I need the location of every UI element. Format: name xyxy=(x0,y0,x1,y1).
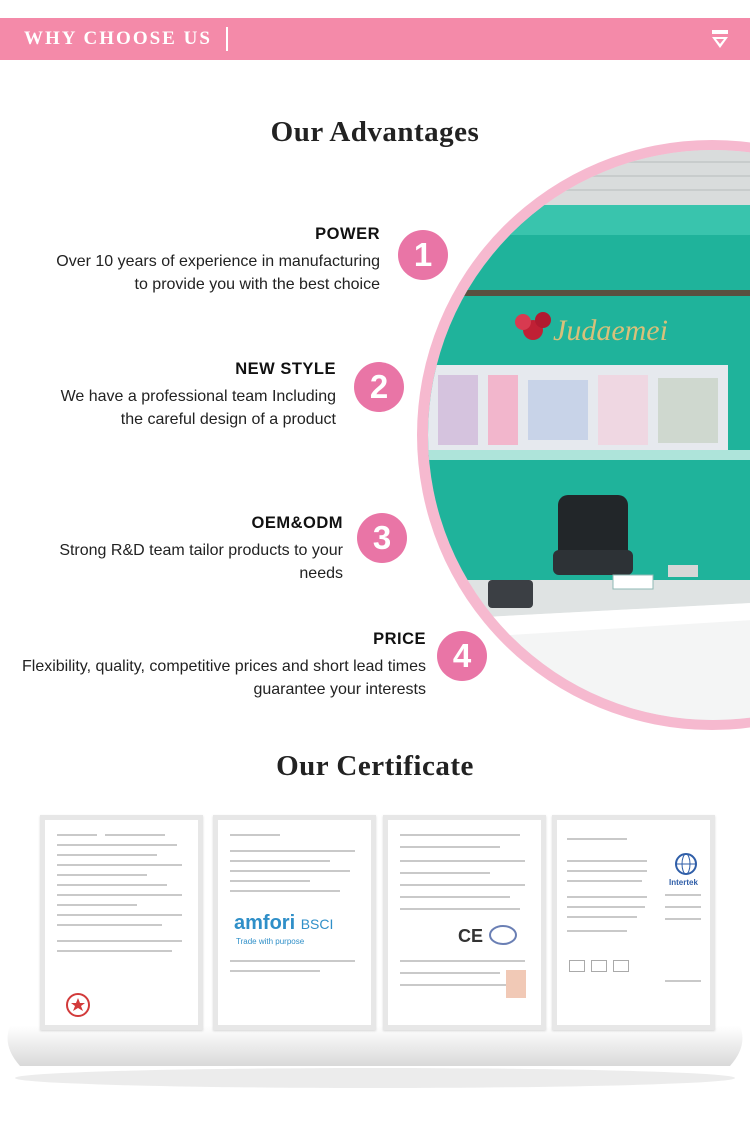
stamp-mark xyxy=(506,970,526,998)
seal-stamp-icon xyxy=(65,992,91,1018)
header-title: WHY CHOOSE US xyxy=(24,28,212,49)
ce-mark: CE xyxy=(458,926,484,946)
advantage-description: Flexibility, quality, competitive prices and short lead times guarantee your interests xyxy=(21,658,426,698)
certificate-title: Our Certificate xyxy=(276,750,474,782)
number-badge-1: 1 xyxy=(398,230,448,280)
advantage-title: PRICE xyxy=(373,630,426,648)
certificate-3 xyxy=(383,815,546,1030)
advantage-description: Over 10 years of experience in manufacturing to provide you with the best choice xyxy=(56,253,380,293)
display-shelf xyxy=(0,1026,750,1096)
advantage-price xyxy=(22,630,426,701)
certificate-2 xyxy=(213,815,376,1030)
advantages-title: Our Advantages xyxy=(270,116,480,148)
header-divider xyxy=(226,27,228,51)
globe-icon xyxy=(674,852,698,876)
advantage-title: POWER xyxy=(315,225,380,243)
advantage-title: OEM&ODM xyxy=(251,514,343,532)
certification-seal-icon xyxy=(488,924,518,946)
advantage-power xyxy=(56,225,380,296)
amfori-tagline: Trade with purpose xyxy=(236,937,305,946)
advantage-description: We have a professional team Including the careful design of a product xyxy=(60,388,336,428)
advantage-new-style xyxy=(61,360,336,431)
advantage-oem-odm xyxy=(59,514,343,585)
certificate-4 xyxy=(552,815,715,1030)
advantage-description: Strong R&D team tailor products to your needs xyxy=(59,542,343,582)
header-bar xyxy=(0,18,750,60)
corner-flag-icon xyxy=(712,30,728,48)
amfori-logo: amfori BSCI xyxy=(234,912,334,934)
number-badge-2: 2 xyxy=(354,362,404,412)
number-badge-3: 3 xyxy=(357,513,407,563)
company-logo-text: Judaemei xyxy=(553,314,668,347)
number-badge-4: 4 xyxy=(437,631,487,681)
intertek-logo: Intertek xyxy=(669,878,698,887)
advantage-title: NEW STYLE xyxy=(235,360,336,378)
certificate-1 xyxy=(40,815,203,1030)
